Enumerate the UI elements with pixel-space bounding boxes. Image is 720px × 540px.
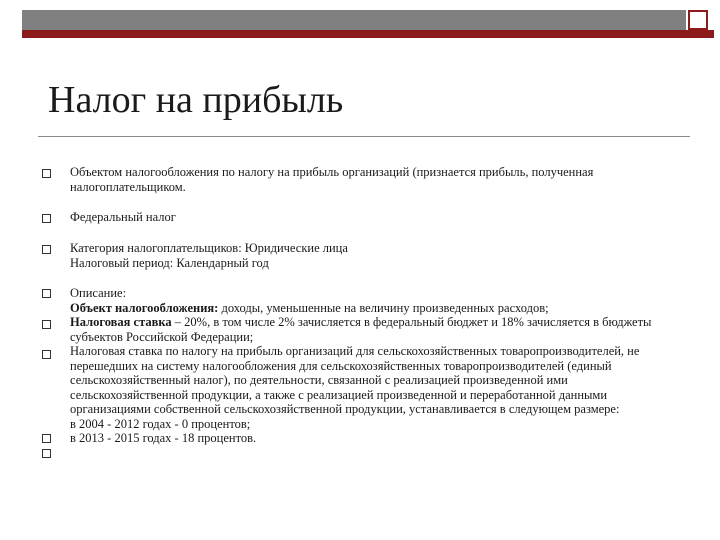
rate-label: Налоговая ставка	[70, 315, 172, 329]
description-heading: Описание:	[70, 286, 127, 300]
description-2004: в 2004 - 2012 годах - 0 процентов;	[70, 416, 251, 431]
bullet-icon	[42, 449, 51, 458]
bullet-icon	[42, 214, 51, 223]
object-label: Объект налогообложения:	[70, 300, 219, 315]
period-line: Налоговый период: Календарный год	[70, 255, 269, 270]
object-text: доходы, уменьшенные на величину произведенных расходов;	[218, 300, 549, 315]
header-gray-bar	[22, 10, 686, 30]
description-2013: в 2013 - 2015 годах - 18 процентов.	[70, 431, 257, 445]
header-maroon-bar	[22, 30, 714, 38]
description-object	[70, 301, 675, 316]
bullet-icon	[42, 289, 51, 298]
bullet-icon	[42, 169, 51, 178]
bullet-icon	[42, 320, 51, 329]
item-federal-tax: Федеральный налог	[70, 210, 176, 224]
item-taxpayer-category	[70, 241, 670, 270]
bullet-icon	[42, 350, 51, 359]
category-line: Категория налогоплательщиков: Юридические лица	[70, 241, 348, 255]
description-block	[70, 286, 675, 446]
item-object-of-taxation: Объектом налогообложения по налогу на прибыль организаций (признается прибыль, полученная налогоплательщиком.	[70, 165, 594, 194]
bullet-icon	[42, 434, 51, 443]
bullet-icon	[42, 245, 51, 254]
corner-square	[688, 10, 708, 30]
description-rate	[70, 315, 675, 344]
rate-text: – 20%, в том числе 2% зачисляется в федеральный бюджет и 18% зачисляется в бюджеты субъектов Российской Федерации;	[70, 315, 652, 344]
title-divider	[38, 136, 690, 137]
description-agri: Налоговая ставка по налогу на прибыль организаций для сельскохозяйственных товаропроизводителей, не перешедших на систему налогообложения для сельскохозяйственных товаропроизводителей (единый сельскохозяйственный налог), по деятельности, связанной с реализацией произведенной ими сельскохозяйственной продукции, а также с реализацией произведенной и переработанной данными организациями собственной сельскохозяйственной продукции, устанавливается в следующем размере:	[70, 344, 640, 416]
slide-title: Налог на прибыль	[48, 79, 344, 121]
